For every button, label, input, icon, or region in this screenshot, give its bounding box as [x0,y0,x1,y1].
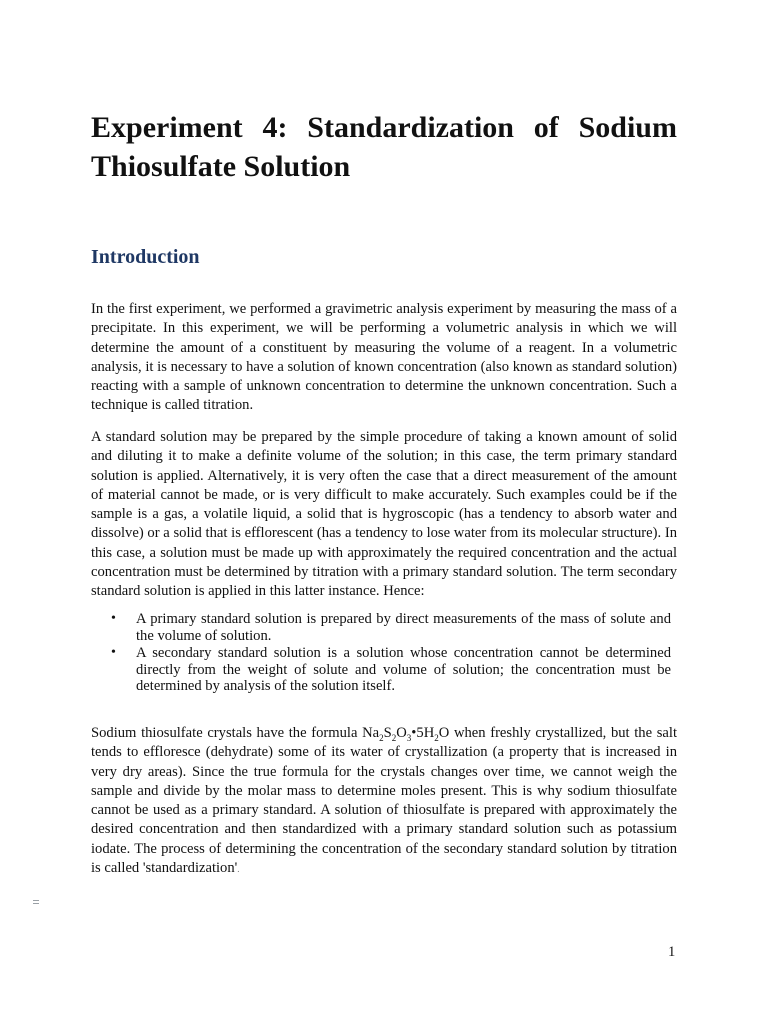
chemical-formula [362,725,449,741]
paragraph-gravimetric-volumetric: In the first experiment, we performed a gravimetric analysis experiment by measuring the mass of a precipitate. In this experiment, we will be performing a volumetric analysis in which we will determine the amount of a constituent by measuring the volume of a reagent. In a volumetric analysis, it is necessary to have a solution of known concentration (also known as standard solution) reacting with a sample of unknown concentration to determine the unknown concentration. Such a technique is called titration. [91,301,677,414]
bullet-icon: • [111,645,116,660]
paragraph-end-mark: . [237,864,240,875]
bullet-text-primary-standard: A primary standard solution is prepared by direct measurements of the mass of solute and the volume of solution. [136,611,671,644]
bullet-icon: • [111,611,116,626]
formula-element-s: S [383,725,392,741]
bullet-list [91,611,671,696]
list-item [91,611,671,644]
paragraph-text-before-formula: Sodium thiosulfate crystals have the formula [91,725,363,741]
margin-marker-icon [33,900,39,904]
list-item [91,645,671,695]
formula-element-o: O [396,725,407,741]
formula-element-o: O [438,725,450,741]
paragraph-text-after-formula: when freshly crystallized, but the salt tends to effloresce (dehydrate) some of its water of crystallization (a property that is increased in very dry areas). Since the true formula for the crystals changes over time, we cannot weigh the sample and divide by the molar mass to determine moles present. This is why sodium thiosulfate cannot be used as a primary standard. A solution of thiosulfate is prepared with approximately the desired concentration and then standardized with a primary standard solution such as potassium iodate. The process of determining the concentration of the secondary standard solution by titration is called 'standardization' [91,725,677,877]
page-number: 1 [668,944,676,960]
paragraph-standard-solution: A standard solution may be prepared by the simple procedure of taking a known amount of solid and diluting it to make a definite volume of the solution; in this case, the term primary standard solution is applied. Alternatively, it is very often the case that a direct measurement of the amount of material cannot be made, or is very difficult to make accurately. Such examples could be if the sample is a gas, a volatile liquid, a solid that is hygroscopic (has a tendency to absorb water and dissolve) or a solid that is efflorescent (has a tendency to lose water from its molecular structure). In this case, a solution must be made up with approximately the required concentration and the actual concentration must be determined by titration with a primary standard solution. The term secondary standard solution is applied in this latter instance. Hence: [91,429,677,600]
formula-subscript: 2 [391,732,397,743]
section-heading-introduction: Introduction [91,246,200,268]
formula-subscript: 2 [379,732,384,743]
formula-subscript: 2 [434,732,439,743]
document-title: Experiment 4: Standardization of Sodium Thiosulfate Solution [91,111,677,183]
bullet-text-secondary-standard: A secondary standard solution is a solution whose concentration cannot be determined directly from the weight of solute and volume of solution; the concentration must be determined by analysis of the solution itself. [136,645,671,694]
formula-element-na: Na [362,725,380,741]
paragraph-sodium-thiosulfate [91,724,677,879]
formula-hydrate: •5H [411,725,435,741]
formula-subscript: 3 [406,732,412,743]
